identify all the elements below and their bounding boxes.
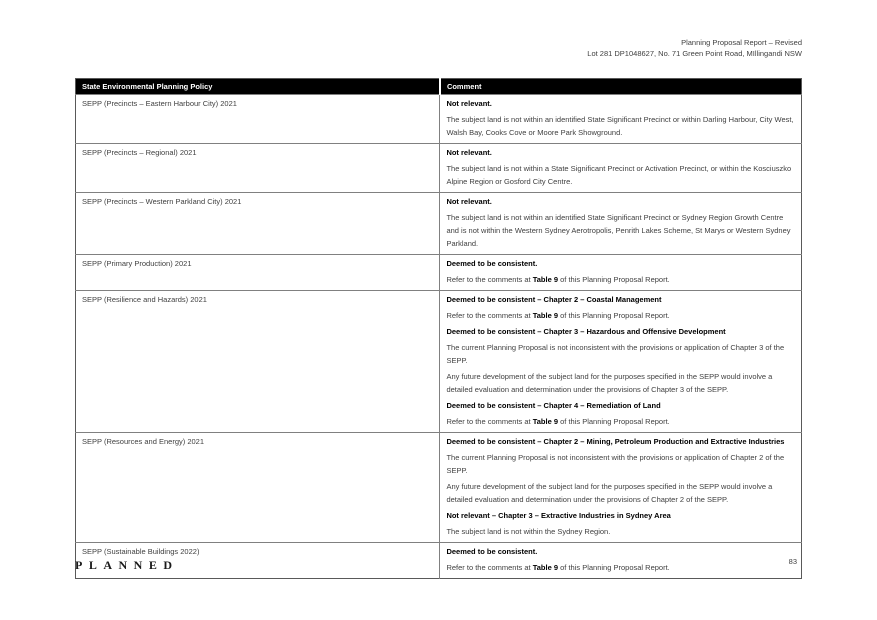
- comment-cell: [440, 291, 802, 433]
- table-row: [76, 95, 802, 144]
- table-row: [76, 291, 802, 433]
- comment-paragraph: The subject land is not within the Sydney Region.: [446, 527, 611, 536]
- planned-logo: PLANNED: [75, 558, 179, 572]
- comment-paragraph: Refer to the comments at Table 9 of this Planning Proposal Report.: [446, 417, 670, 426]
- column-header-policy: State Environmental Planning Policy: [76, 79, 440, 95]
- report-title: Planning Proposal Report – Revised: [681, 38, 802, 47]
- comment-paragraph: Deemed to be consistent.: [446, 259, 538, 268]
- comment-cell: [440, 144, 802, 193]
- table-header-row: [76, 79, 802, 95]
- table-row: [76, 255, 802, 291]
- comment-cell: [440, 193, 802, 255]
- comment-cell: [440, 255, 802, 291]
- table-row: [76, 193, 802, 255]
- comment-paragraph: Deemed to be consistent.: [446, 547, 538, 556]
- table-row: [76, 433, 802, 543]
- comment-paragraph: Deemed to be consistent – Chapter 4 – Remediation of Land: [446, 401, 661, 410]
- sepp-table-body: [76, 95, 802, 579]
- comment-paragraph: The subject land is not within an identified State Significant Precinct or Sydney Region Growth Centre and is not within the Western Sydney Aerotropolis, Penrith Lakes Scheme, St Marys or Western Sydney Parkland.: [446, 213, 791, 248]
- policy-cell: SEPP (Precincts – Western Parkland City) 2021: [76, 193, 440, 255]
- comment-cell: [440, 543, 802, 579]
- comment-paragraph: Refer to the comments at Table 9 of this Planning Proposal Report.: [446, 275, 670, 284]
- comment-paragraph: Refer to the comments at Table 9 of this Planning Proposal Report.: [446, 563, 670, 572]
- comment-paragraph: Any future development of the subject land for the purposes specified in the SEPP would involve a detailed evaluation and determination under the provisions of Chapter 3 of the SEPP.: [446, 372, 773, 394]
- comment-cell: [440, 95, 802, 144]
- policy-cell: SEPP (Sustainable Buildings 2022): [76, 543, 440, 579]
- table-row: [76, 543, 802, 579]
- comment-paragraph: The current Planning Proposal is not inconsistent with the provisions or application of Chapter 2 of the SEPP.: [446, 453, 785, 475]
- column-header-comment: Comment: [440, 79, 802, 95]
- comment-paragraph: The subject land is not within a State Significant Precinct or Activation Precinct, or within the Kosciuszko Alpine Region or Gosford City Centre.: [446, 164, 792, 186]
- policy-cell: SEPP (Precincts – Eastern Harbour City) 2021: [76, 95, 440, 144]
- policy-cell: SEPP (Resilience and Hazards) 2021: [76, 291, 440, 433]
- report-subtitle: Lot 281 DP1048627, No. 71 Green Point Road, MIllingandi NSW: [587, 49, 802, 58]
- comment-paragraph: The current Planning Proposal is not inconsistent with the provisions or application of Chapter 3 of the SEPP.: [446, 343, 785, 365]
- policy-cell: SEPP (Precincts – Regional) 2021: [76, 144, 440, 193]
- table-row: [76, 144, 802, 193]
- page-number: 83: [788, 557, 797, 566]
- comment-paragraph: Not relevant – Chapter 3 – Extractive Industries in Sydney Area: [446, 511, 671, 520]
- comment-paragraph: Not relevant.: [446, 148, 492, 157]
- policy-cell: SEPP (Primary Production) 2021: [76, 255, 440, 291]
- comment-paragraph: Deemed to be consistent – Chapter 2 – Coastal Management: [446, 295, 662, 304]
- comment-cell: [440, 433, 802, 543]
- sepp-table: [75, 78, 802, 579]
- comment-paragraph: The subject land is not within an identified State Significant Precinct or within Darling Harbour, City West, Walsh Bay, Cooks Cove or Moore Park Showground.: [446, 115, 794, 137]
- comment-paragraph: Deemed to be consistent – Chapter 3 – Hazardous and Offensive Development: [446, 327, 726, 336]
- policy-cell: SEPP (Resources and Energy) 2021: [76, 433, 440, 543]
- comment-paragraph: Refer to the comments at Table 9 of this Planning Proposal Report.: [446, 311, 670, 320]
- comment-paragraph: Not relevant.: [446, 197, 492, 206]
- comment-paragraph: Not relevant.: [446, 99, 492, 108]
- comment-paragraph: Any future development of the subject land for the purposes specified in the SEPP would involve a detailed evaluation and determination under the provisions of Chapter 2 of the SEPP.: [446, 482, 773, 504]
- document-header: [587, 37, 802, 59]
- comment-paragraph: Deemed to be consistent – Chapter 2 – Mining, Petroleum Production and Extractive Industries: [446, 437, 785, 446]
- sepp-table-header: [76, 79, 802, 95]
